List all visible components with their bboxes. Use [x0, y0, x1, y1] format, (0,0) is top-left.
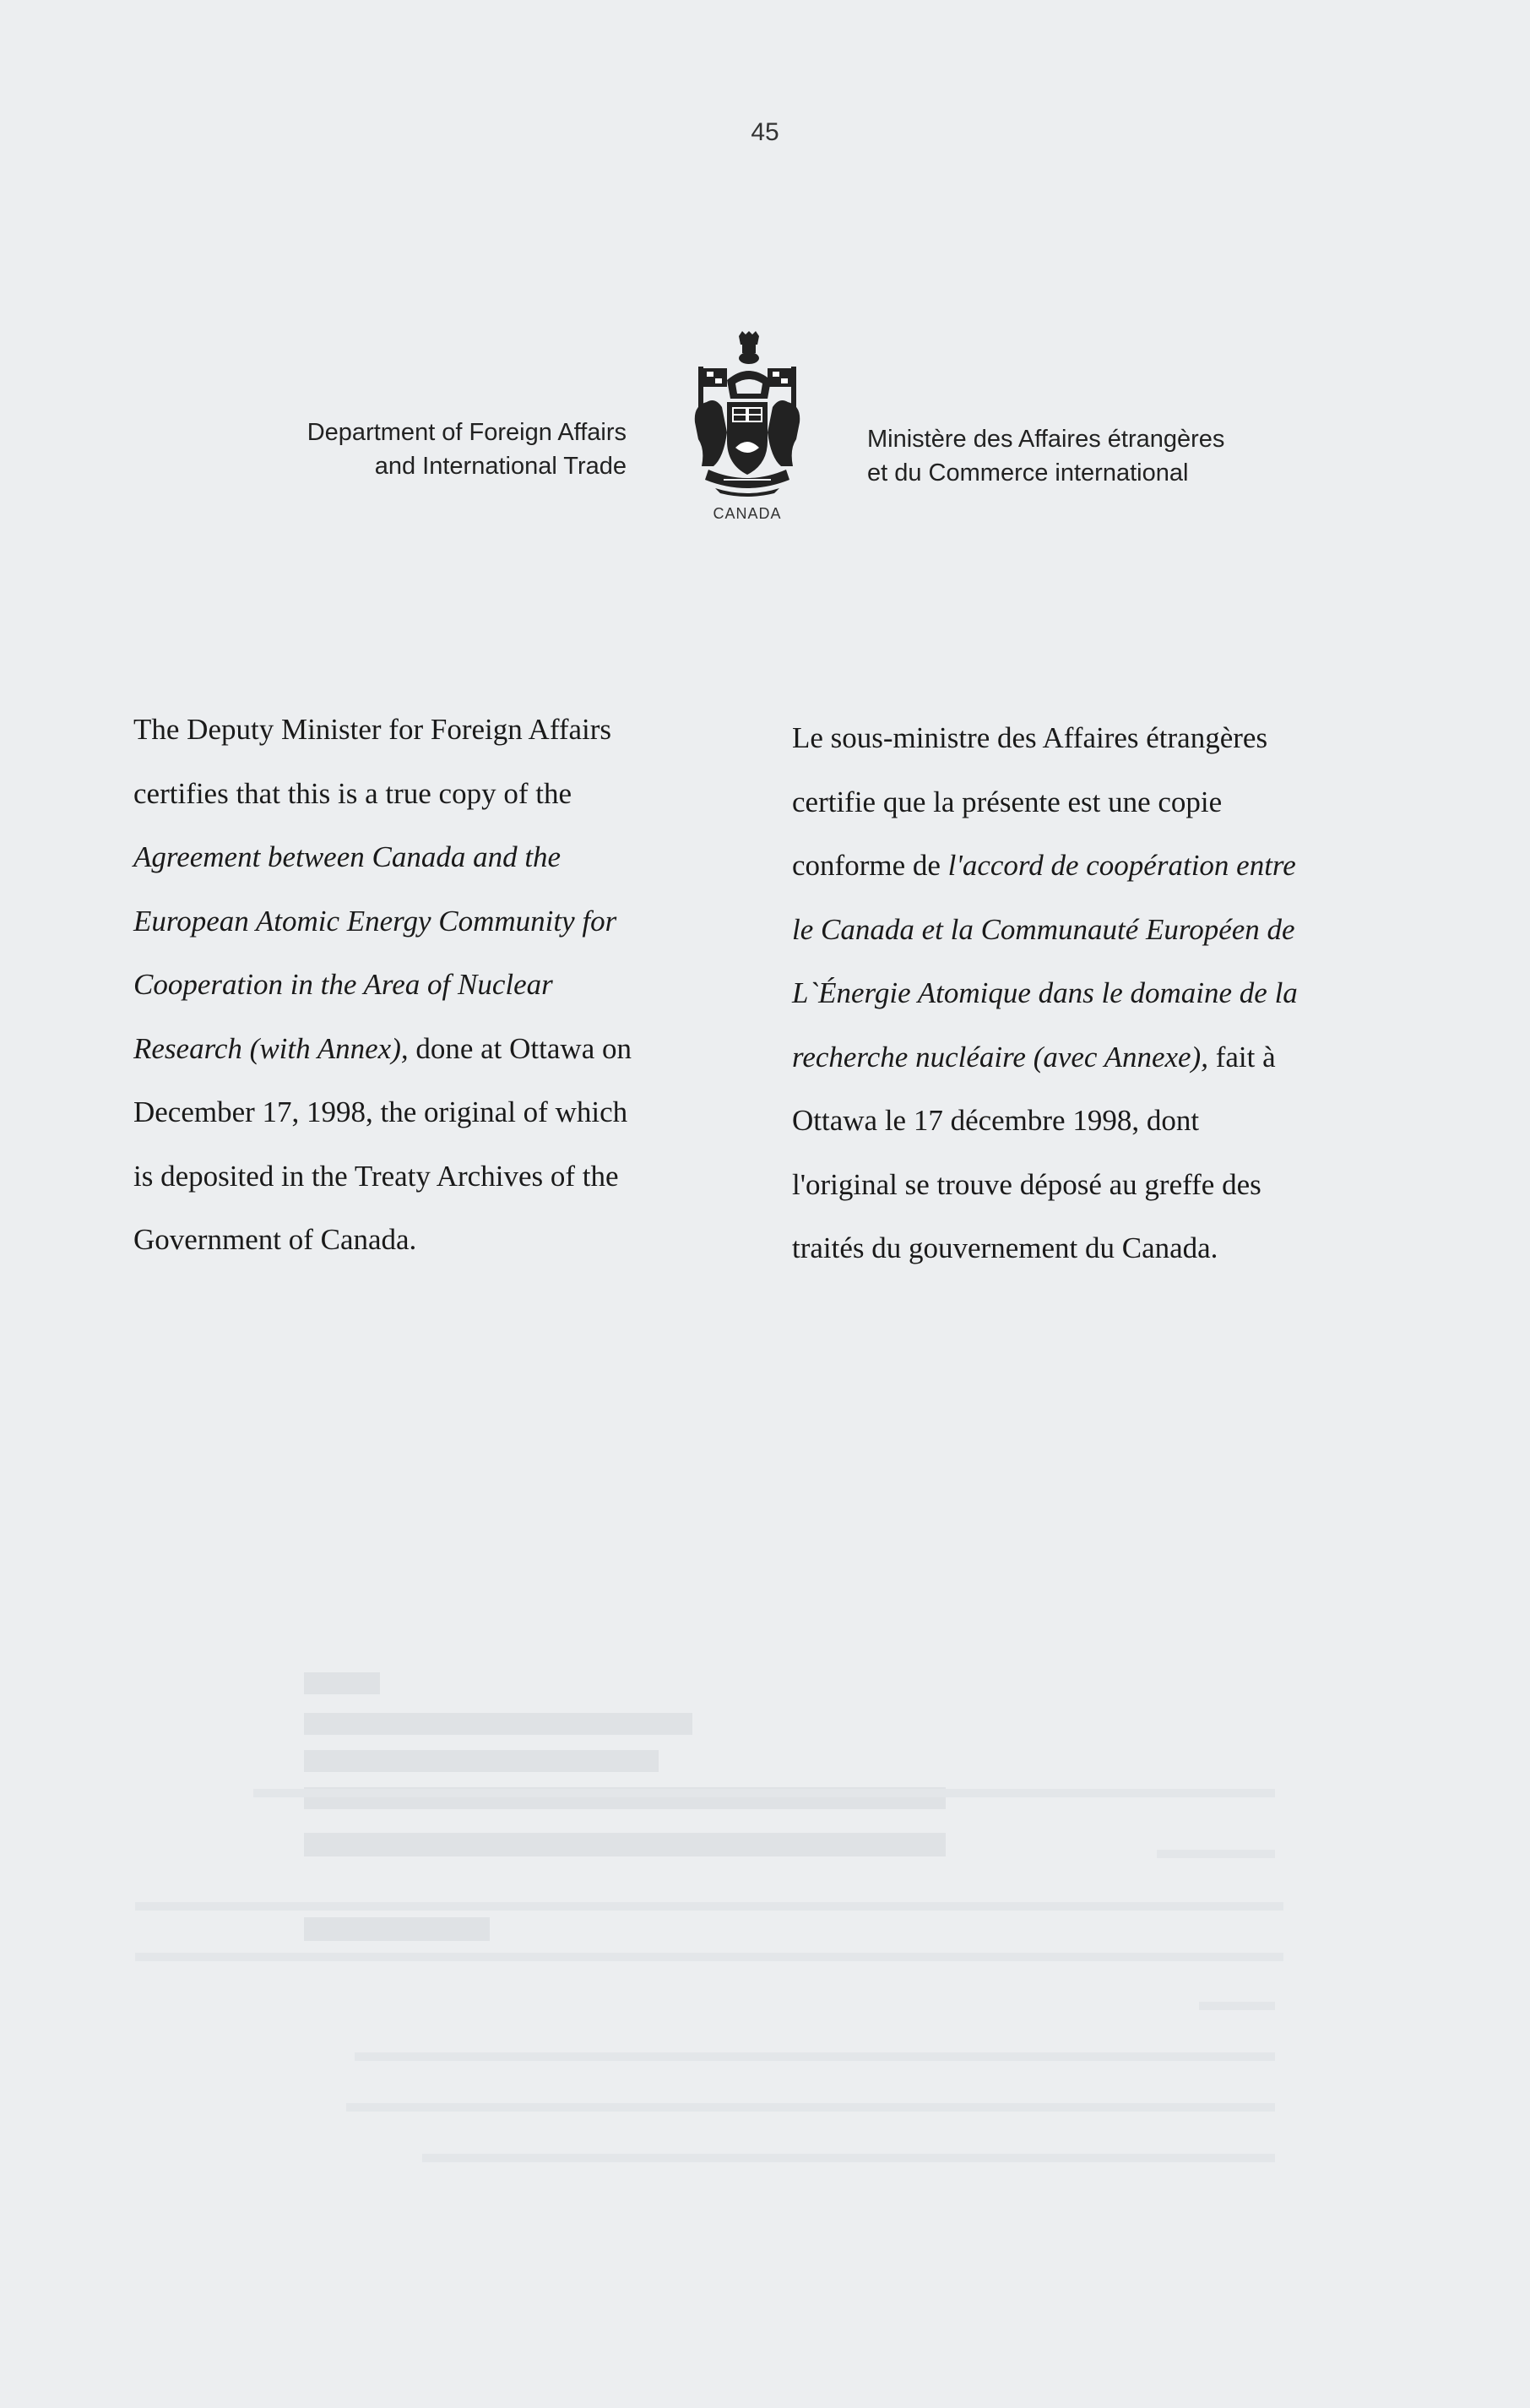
text-fragment: conforme de: [792, 849, 948, 882]
crest-caption: CANADA: [713, 505, 782, 522]
text-line: is deposited in the Treaty Archives of the: [133, 1159, 619, 1193]
text-fragment: done at Ottawa on: [408, 1031, 632, 1065]
text-line: December 17, 1998, the original of which: [133, 1095, 628, 1128]
text-line: l'original se trouve déposé au greffe des: [792, 1167, 1261, 1201]
department-name-english: [236, 416, 627, 483]
text-line: The Deputy Minister for Foreign Affairs: [133, 713, 612, 746]
agreement-title-italic: Research (with Annex),: [133, 1031, 409, 1065]
department-line: Ministère des Affaires étrangères: [867, 426, 1225, 453]
text-line: [133, 825, 716, 889]
agreement-title-italic: l'accord de coopération entre: [947, 849, 1296, 882]
text-line: certifie que la présente est une copie: [792, 785, 1223, 818]
text-line: [792, 834, 1383, 898]
department-line: et du Commerce international: [867, 459, 1189, 486]
agreement-title-italic: recherche nucléaire (avec Annexe),: [792, 1040, 1208, 1074]
text-fragment: fait à: [1207, 1040, 1276, 1074]
text-line: [792, 1025, 1383, 1090]
department-line: Department of Foreign Affairs: [307, 419, 627, 446]
page-number: 45: [751, 118, 779, 146]
text-line: [133, 889, 716, 954]
certification-text-french: [792, 706, 1383, 1280]
agreement-title-italic: L`Énergie Atomique dans le domaine de la: [792, 976, 1298, 1009]
text-line: traités du gouvernement du Canada.: [792, 1231, 1218, 1264]
text-line: Government of Canada.: [133, 1223, 417, 1256]
text-line: Ottawa le 17 décembre 1998, dont: [792, 1104, 1200, 1137]
reverse-page-bleed-through: [0, 1588, 1530, 2264]
agreement-title-italic: Cooperation in the Area of Nuclear: [133, 968, 553, 1001]
agreement-title-italic: le Canada et la Communauté Européen de: [792, 912, 1295, 946]
agreement-title-italic: Agreement between Canada and the: [133, 840, 562, 873]
text-line: [792, 961, 1383, 1025]
text-line: Le sous-ministre des Affaires étrangères: [792, 721, 1268, 754]
text-line: [133, 953, 716, 1017]
text-line: certifies that this is a true copy of the: [133, 776, 572, 810]
certification-text-english: [133, 698, 716, 1272]
coat-of-arms-crest-icon: [690, 331, 805, 498]
text-line: [792, 898, 1383, 962]
department-line: and International Trade: [374, 453, 627, 480]
agreement-title-italic: European Atomic Energy Community for: [133, 904, 617, 938]
text-line: [133, 1017, 716, 1081]
department-name-french: [867, 422, 1340, 490]
